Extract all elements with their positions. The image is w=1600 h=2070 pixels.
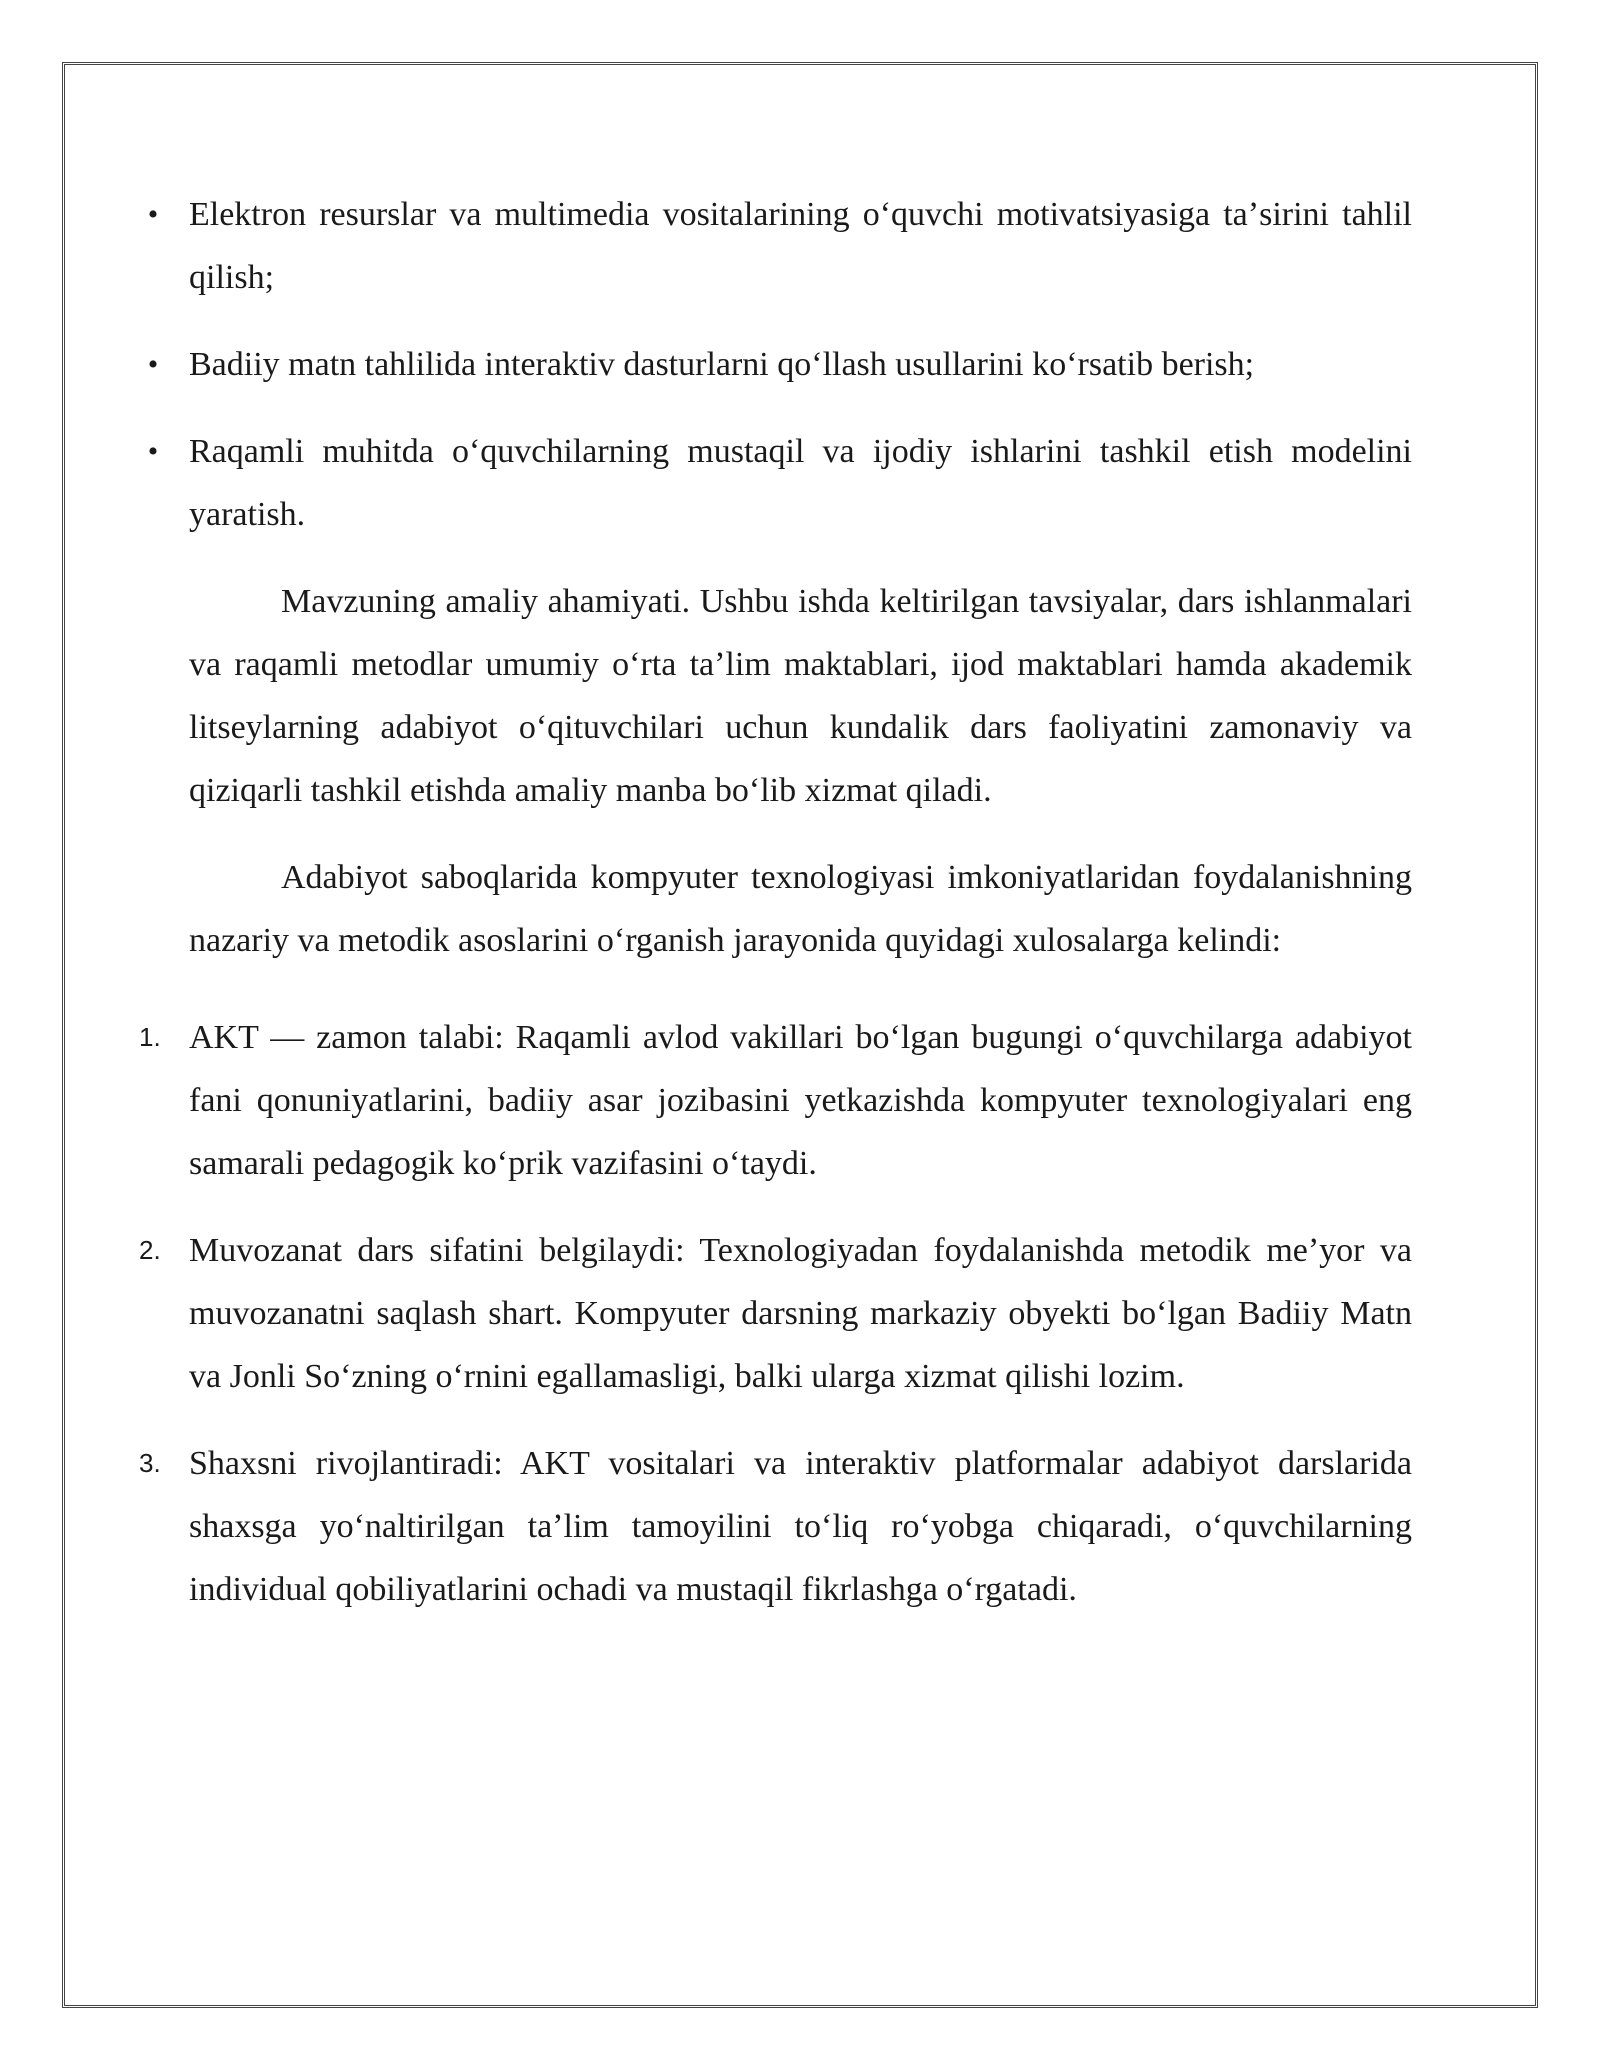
bullet-marker: •: [147, 435, 159, 468]
item-number: 2.: [139, 1235, 161, 1265]
bullet-marker: •: [147, 198, 159, 231]
bullet-item: [147, 420, 1412, 546]
numbered-item: [139, 1432, 1412, 1621]
bullet-text: Raqamli muhitda oʻquvchilarning mustaqil va ijodiy ishlarini tashkil etish modelini yaratish.: [189, 433, 1412, 533]
item-number: 1.: [139, 1022, 161, 1052]
paragraph-practical-significance: Mavzuning amaliy ahamiyati. Ushbu ishda keltirilgan tavsiyalar, dars ishlanmalari va raqamli metodlar umumiy oʻrta taʼlim maktablari, ijod maktablari hamda akademik litseylarning adabiyot oʻqituvchilari uchun kundalik dars faoliyatini zamonaviy va qiziqarli tashkil etishda amaliy manba boʻlib xizmat qiladi.: [189, 583, 1412, 809]
bullet-item: [147, 333, 1412, 396]
numbered-text: AKT — zamon talabi: Raqamli avlod vakillari boʻlgan bugungi oʻquvchilarga adabiyot fani qonuniyatlarini, badiiy asar jozibasini yetkazishda kompyuter texnologiyalari eng samarali pedagogik koʻprik vazifasini oʻtaydi.: [189, 1019, 1412, 1182]
bullet-text: Elektron resurslar va multimedia vositalarining oʻquvchi motivatsiyasiga taʼsirini tahlil qilish;: [189, 196, 1412, 296]
paragraph-conclusions-intro: Adabiyot saboqlarida kompyuter texnologiyasi imkoniyatlaridan foydalanishning nazariy va metodik asoslarini oʻrganish jarayonida quyidagi xulosalarga kelindi:: [189, 859, 1412, 959]
numbered-item: [139, 1006, 1412, 1195]
bullet-list: [147, 183, 1412, 546]
numbered-text: Muvozanat dars sifatini belgilaydi: Texnologiyadan foydalanishda metodik meʼyor va muvozanatni saqlash shart. Kompyuter darsning markaziy obyekti boʻlgan Badiiy Matn va Jonli Soʻzning oʻrnini egallamasligi, balki ularga xizmat qilishi lozim.: [189, 1232, 1412, 1395]
item-number: 3.: [139, 1448, 161, 1478]
document-body: [139, 183, 1412, 1645]
numbered-text: Shaxsni rivojlantiradi: AKT vositalari va interaktiv platformalar adabiyot darslarida shaxsga yoʻnaltirilgan taʼlim tamoyilini toʻliq roʻyobga chiqaradi, oʻquvchilarning individual qobiliyatlarini ochadi va mustaqil fikrlashga oʻrgatadi.: [189, 1445, 1412, 1608]
bullet-text: Badiiy matn tahlilida interaktiv dasturlarni qoʻllash usullarini koʻrsatib berish;: [189, 346, 1255, 383]
bullet-item: [147, 183, 1412, 309]
bullet-marker: •: [147, 348, 159, 381]
numbered-item: [139, 1219, 1412, 1408]
numbered-list: [139, 1006, 1412, 1621]
